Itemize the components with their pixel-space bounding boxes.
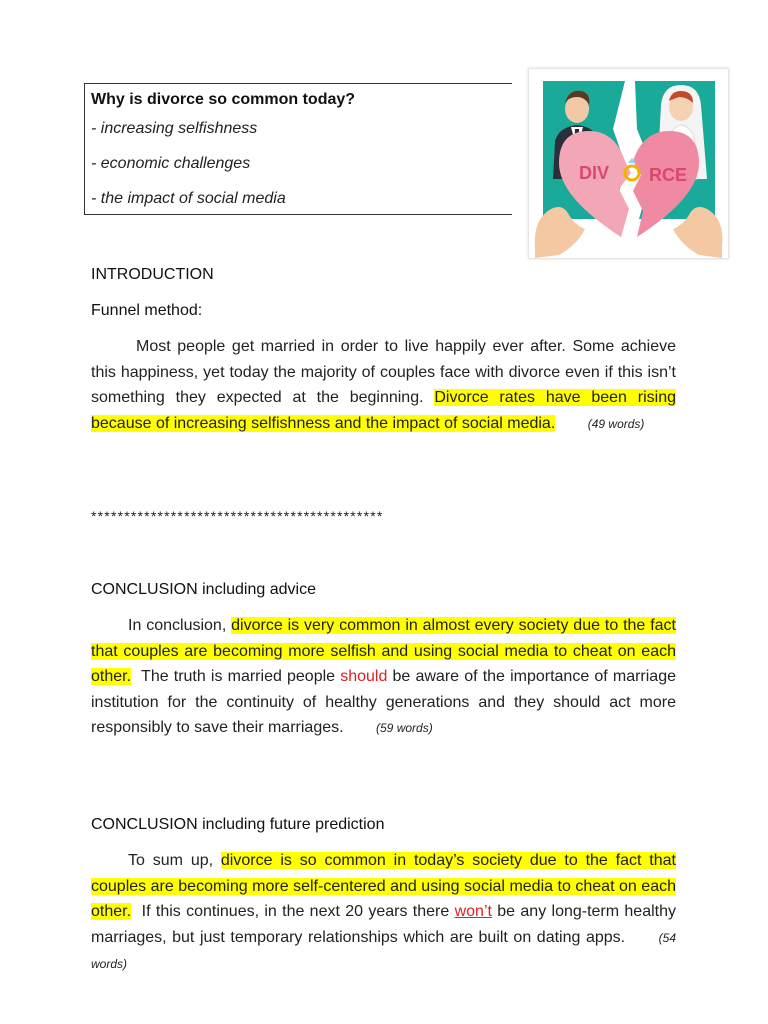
broken-heart-image [529, 69, 728, 258]
question-box [84, 83, 512, 215]
box-question: Why is divorce so common today? [91, 91, 356, 108]
conclusion-prediction-text-2: be any long-term healthy marriages, but just temporary relationships which are built on dating apps. [91, 903, 676, 946]
conclusion-prediction-word-count: (54 words) [91, 930, 676, 971]
conclusion-advice-word-count: (59 words) [376, 721, 433, 735]
conclusion-prediction-heading: CONCLUSION including future prediction [91, 816, 385, 833]
divorce-word-right: RCE [649, 165, 688, 185]
box-item-social-media: - the impact of social media [91, 190, 286, 207]
intro-paragraph [91, 334, 676, 437]
conclusion-advice-highlight: divorce is very common in almost every society due to the fact that couples are becoming more selfish and using social media to cheat on each other. [91, 617, 676, 685]
intro-highlight: Divorce rates have been rising because of increasing selfishness and the impact of social media. [91, 389, 676, 432]
conclusion-advice-text-2: be aware of the importance of marriage institution for the continuity of healthy generations and they should act more responsibly to save their marriages. [91, 668, 677, 736]
conclusion-prediction-lead: To sum up, [128, 852, 214, 869]
divorce-illustration [528, 68, 729, 259]
intro-text: Most people get married in order to live happily ever after. Some achieve this happiness, yet today the majority of couples face with divorce even if this isn’t something they expected at the beginning. [91, 338, 676, 406]
intro-heading: INTRODUCTION [91, 266, 214, 283]
conclusion-prediction-text-1: If this continues, in the next 20 years there [141, 903, 450, 920]
intro-word-count: (49 words) [587, 416, 645, 431]
box-item-selfishness: - increasing selfishness [91, 120, 258, 137]
conclusion-prediction-paragraph [91, 848, 676, 978]
box-item-economic: - economic challenges [91, 155, 251, 172]
conclusion-advice-text-1: The truth is married people [141, 668, 336, 685]
separator: ******************************************** [91, 508, 384, 524]
conclusion-advice-red-word: should [340, 668, 388, 685]
divorce-word-left: DIV [579, 163, 610, 183]
intro-subheading: Funnel method: [91, 302, 203, 319]
conclusion-prediction-highlight: divorce is so common in today’s society due to the fact that couples are becoming more self-centered and using social media to cheat on each other. [91, 852, 676, 920]
conclusion-advice-heading: CONCLUSION including advice [91, 581, 316, 598]
conclusion-prediction-red-word: won’t [454, 903, 492, 920]
conclusion-advice-lead: In conclusion, [128, 617, 227, 634]
conclusion-advice-paragraph [91, 613, 676, 742]
